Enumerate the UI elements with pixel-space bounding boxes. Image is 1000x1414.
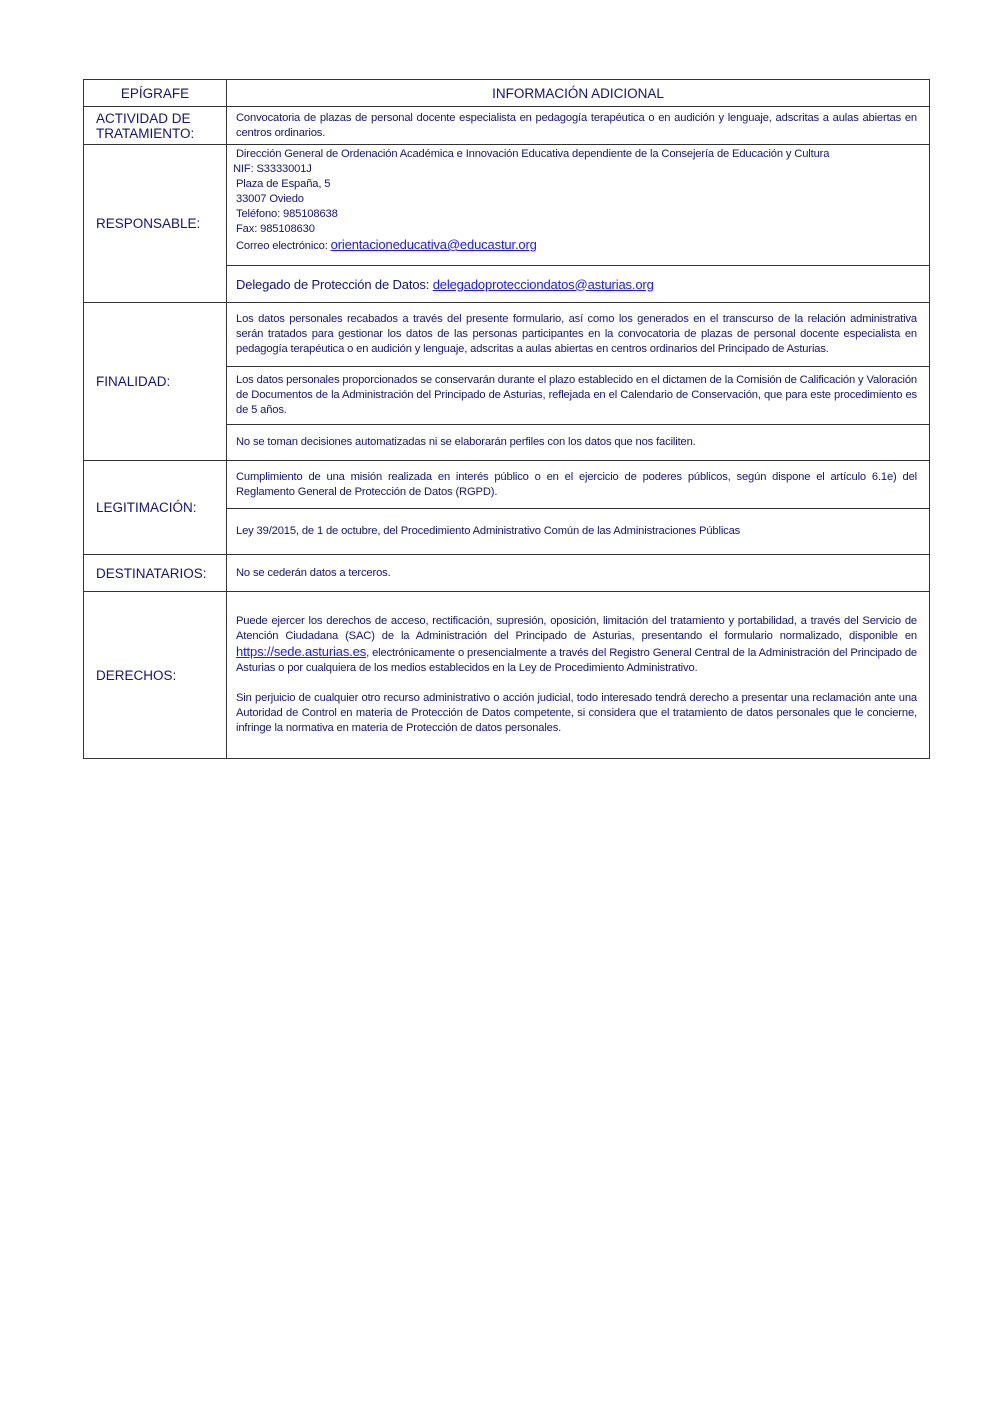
responsable-address: Plaza de España, 5 — [236, 178, 331, 190]
derechos-p1-end: , electrónicamente o presencialmente a través del Registro General Central de la Administración del Principado de Asturias o por cualquiera de los medios establecidos en la Ley de Procedimiento Administrativo. — [236, 647, 917, 674]
destinatarios-text: No se cederán datos a terceros. — [227, 555, 930, 592]
table-row — [84, 303, 930, 367]
derechos-p2: Sin perjuicio de cualquier otro recurso administrativo o acción judicial, todo interesado tendrá derecho a presentar una reclamación ante una Autoridad de Control en materia de Protección de Datos competente, si considera que el tratamiento de datos personales que le concierne, infringe la normativa en materia de Protección de datos personales. — [236, 692, 917, 734]
responsable-phone: Teléfono: 985108638 — [236, 208, 338, 220]
dpo-label: Delegado de Protección de Datos: — [236, 276, 433, 292]
finalidad-p3: No se toman decisiones automatizadas ni se elaborarán perfiles con los datos que nos faciliten. — [227, 425, 930, 461]
label-responsable: RESPONSABLE: — [84, 145, 227, 303]
derechos-p1-start: Puede ejercer los derechos de acceso, rectificación, supresión, oposición, limitación del tratamiento y portabilidad, a través del Servicio de Atención Ciudadana (SAC) de la Administración del Principado de Asturias, presentando el formulario normalizado, disponible en — [236, 615, 917, 642]
label-finalidad: FINALIDAD: — [84, 303, 227, 461]
label-actividad: ACTIVIDAD DE TRATAMIENTO: — [84, 107, 227, 145]
label-legitimacion: LEGITIMACIÓN: — [84, 461, 227, 555]
table-row — [84, 107, 930, 145]
header-informacion: INFORMACIÓN ADICIONAL — [227, 80, 930, 107]
table-header-row — [84, 80, 930, 107]
table-row — [84, 592, 930, 759]
label-derechos: DERECHOS: — [84, 592, 227, 759]
responsable-fax: Fax: 985108630 — [236, 223, 315, 235]
derechos-p1 — [236, 614, 917, 676]
responsable-org: Dirección General de Ordenación Académica e Innovación Educativa dependiente de la Consejería de Educación y Cultura — [236, 148, 830, 160]
table-row — [84, 555, 930, 592]
finalidad-p1: Los datos personales recabados a través del presente formulario, así como los generados en el transcurso de la relación administrativa serán tratados para gestionar los datos de las personas participantes en la convocatoria de plazas de personal docente especialista en pedagogía terapéutica o en audición y lenguaje, adscritas a aulas abiertas en centros ordinarios del Principado de Asturias. — [227, 303, 930, 367]
label-destinatarios: DESTINATARIOS: — [84, 555, 227, 592]
email-link[interactable]: orientacioneducativa@educastur.org — [330, 237, 537, 252]
table-row — [84, 145, 930, 266]
header-epigrafe: EPÍGRAFE — [84, 80, 227, 107]
data-protection-table — [83, 79, 930, 759]
email-label: Correo electrónico: — [236, 240, 331, 252]
table-row — [84, 461, 930, 509]
dpo-email-link[interactable]: delegadoprotecciondatos@asturias.org — [432, 276, 654, 292]
actividad-text: Convocatoria de plazas de personal docente especialista en pedagogía terapéutica o en audición y lenguaje, adscritas a aulas abiertas en centros ordinarios. — [227, 107, 930, 145]
responsable-city: 33007 Oviedo — [236, 193, 304, 205]
legitimacion-p2: Ley 39/2015, de 1 de octubre, del Procedimiento Administrativo Común de las Administraciones Públicas — [227, 509, 930, 555]
responsable-nif: NIF: S3333001J — [233, 163, 312, 175]
finalidad-p2: Los datos personales proporcionados se conservarán durante el plazo establecido en el dictamen de la Comisión de Calificación y Valoración de Documentos de la Administración del Principado de Asturias, reflejada en el Calendario de Conservación, que para este procedimiento es de 5 años. — [227, 367, 930, 425]
sede-link[interactable]: https://sede.asturias.es — [236, 644, 367, 659]
legitimacion-p1: Cumplimiento de una misión realizada en interés público o en el ejercicio de poderes públicos, según dispone el artículo 6.1e) del Reglamento General de Protección de Datos (RGPD). — [227, 461, 930, 509]
